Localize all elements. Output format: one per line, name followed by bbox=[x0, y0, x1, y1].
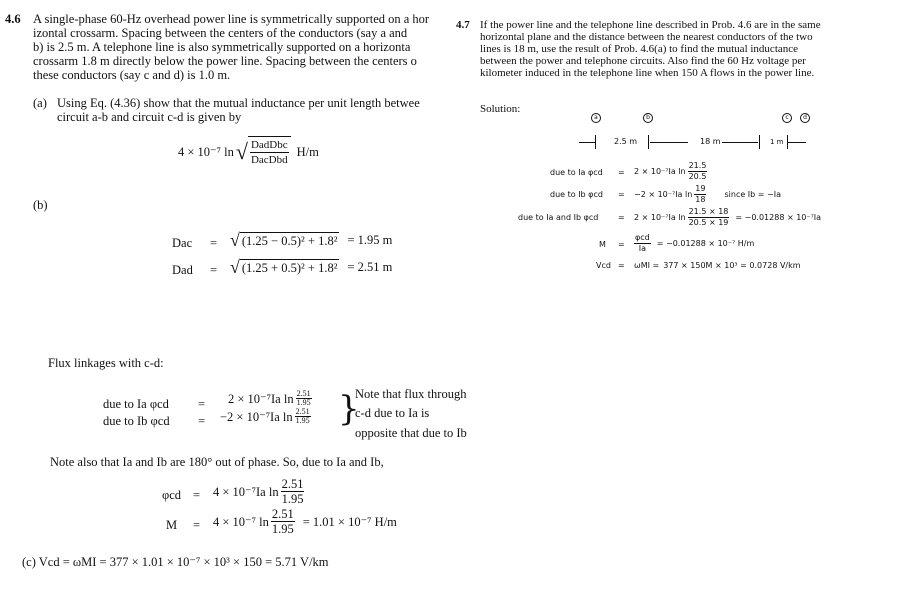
row1-numerator: 21.5 bbox=[688, 161, 707, 170]
equals-sign: = bbox=[618, 261, 625, 270]
m-label: M bbox=[166, 518, 178, 532]
radical-sign: √ bbox=[235, 138, 248, 164]
part-a-line: circuit a-b and circuit c-d is given by bbox=[57, 110, 242, 124]
part-a-line: Using Eq. (4.36) show that the mutual inductance per unit length betwee bbox=[57, 96, 420, 110]
equals-sign: = bbox=[193, 488, 201, 502]
problem-number: 4.6 bbox=[5, 12, 21, 26]
radical-sign: √ bbox=[230, 257, 240, 277]
due-b-expr: −2 × 10⁻⁷Ia ln bbox=[220, 409, 293, 424]
formula-numerator: DadDbc bbox=[250, 139, 288, 151]
sqrt bbox=[236, 136, 291, 167]
dimension-line bbox=[722, 142, 758, 143]
statement-line: If the power line and the telephone line described in Prob. 4.6 are in the same bbox=[480, 19, 821, 31]
phi-label: φcd bbox=[162, 488, 182, 502]
conductor-c-marker: c bbox=[782, 113, 792, 123]
equals-sign: = bbox=[193, 518, 201, 532]
statement-line: between the power and telephone circuits. Also find the 60 Hz voltage per bbox=[480, 55, 806, 67]
row3-numerator: 21.5 × 18 bbox=[688, 207, 729, 216]
mutual-inductance-formula bbox=[178, 136, 319, 167]
m-expression bbox=[213, 507, 397, 536]
dad-expression bbox=[230, 257, 392, 277]
note-line: Note that flux through bbox=[355, 387, 467, 401]
dim-ab-label: 2.5 m bbox=[614, 137, 638, 146]
row2-note: since Ib = −Ia bbox=[724, 189, 781, 199]
part-b-label: (b) bbox=[33, 198, 48, 212]
formula-unit: H/m bbox=[296, 144, 319, 159]
due-a-label: due to Ia φcd bbox=[103, 397, 169, 411]
dimension-line bbox=[650, 142, 688, 143]
conductor-b-marker: b bbox=[643, 113, 653, 123]
m-fraction bbox=[271, 507, 295, 536]
note-line: opposite that due to Ib bbox=[355, 426, 467, 440]
dad-result: = 2.51 m bbox=[347, 260, 393, 274]
formula-denominator: DacDbd bbox=[250, 154, 288, 166]
m-denominator: 1.95 bbox=[271, 522, 294, 536]
dac-result: = 1.95 m bbox=[347, 233, 393, 247]
part-c: (c) Vcd = ωMI = 377 × 1.01 × 10⁻⁷ × 10³ × 150 = 5.71 V/km bbox=[22, 555, 329, 569]
dimension-line bbox=[579, 142, 595, 143]
due-a-expr: 2 × 10⁻⁷Ia ln bbox=[228, 391, 294, 406]
flux-heading: Flux linkages with c-d: bbox=[48, 356, 164, 370]
equals-sign: = bbox=[618, 240, 625, 249]
radical-sign: √ bbox=[230, 230, 240, 250]
formula-fraction bbox=[250, 138, 289, 167]
row1-expr: 2 × 10⁻⁷Ia ln bbox=[634, 166, 686, 176]
dimension-line bbox=[788, 142, 806, 143]
phi-numerator: 2.51 bbox=[281, 477, 304, 491]
equals-sign: = bbox=[618, 168, 625, 177]
due-a-numerator: 2.51 bbox=[296, 389, 311, 398]
equals-sign: = bbox=[210, 263, 218, 277]
equals-sign: = bbox=[618, 190, 625, 199]
problem-number: 4.7 bbox=[456, 19, 470, 31]
conductor-a-marker: a bbox=[591, 113, 601, 123]
omega-m-i: ωMI = bbox=[634, 261, 660, 270]
dim-bc-label: 18 m bbox=[700, 137, 721, 146]
statement-line: lines is 18 m, use the result of Prob. 4.6(a) to find the mutual inductance bbox=[480, 43, 799, 55]
note-line: c-d due to Ia is bbox=[355, 406, 430, 420]
row1-denominator: 20.5 bbox=[688, 172, 707, 181]
statement-line: crossarm 1.8 m directly below the power line. Spacing between the centers o bbox=[33, 54, 417, 68]
statement-line: izontal crossarm. Spacing between the centers of the conductors (say a and bbox=[33, 26, 408, 40]
row3-label: due to Ia and Ib φcd bbox=[518, 213, 599, 222]
row4-label: M bbox=[599, 240, 606, 249]
row4-denominator: Ia bbox=[638, 244, 647, 253]
dac-expression bbox=[230, 230, 392, 250]
row4-expression bbox=[634, 233, 754, 254]
due-a-denominator: 1.95 bbox=[296, 398, 311, 407]
dimension-tick bbox=[648, 135, 649, 149]
row5-label: Vcd bbox=[596, 261, 611, 270]
statement-line: horizontal plane and the distance between the nearest conductors of the two bbox=[480, 31, 813, 43]
phi-expression bbox=[213, 477, 304, 506]
row3-result: = −0.01288 × 10⁻⁷Ia bbox=[735, 212, 822, 222]
due-b-denominator: 1.95 bbox=[295, 416, 310, 425]
solution-label: Solution: bbox=[480, 103, 521, 115]
equals-sign: = bbox=[198, 397, 206, 411]
part-a-label: (a) bbox=[33, 96, 47, 110]
due-b-numerator: 2.51 bbox=[295, 407, 310, 416]
conductor-d-marker: d bbox=[800, 113, 810, 123]
row4-numerator: φcd bbox=[635, 233, 650, 242]
m-result: = 1.01 × 10⁻⁷ H/m bbox=[302, 514, 397, 529]
statement-line: b) is 2.5 m. A telephone line is also symmetrically supported on a horizonta bbox=[33, 40, 411, 54]
right-brace: } bbox=[338, 389, 360, 429]
phi-fraction bbox=[281, 477, 305, 506]
phi-expr: 4 × 10⁻⁷Ia ln bbox=[213, 484, 279, 499]
statement-line: kilometer induced in the telephone line when 150 A flows in the power line. bbox=[480, 67, 815, 79]
row4-fraction bbox=[634, 233, 651, 254]
row3-expression bbox=[634, 207, 821, 228]
dim-cd-label: 1 m bbox=[770, 138, 784, 146]
row1-expression bbox=[634, 161, 707, 182]
dimension-tick bbox=[759, 135, 760, 149]
equals-sign: = bbox=[198, 414, 206, 428]
row3-denominator: 20.5 × 19 bbox=[688, 218, 729, 227]
dac-radicand: (1.25 − 0.5)² + 1.8² bbox=[241, 234, 338, 248]
row2-expression bbox=[634, 184, 781, 205]
m-numerator: 2.51 bbox=[271, 507, 294, 521]
row5-result: 377 × 150M × 10³ = 0.0728 V/km bbox=[663, 261, 801, 270]
dimension-tick bbox=[595, 135, 596, 149]
row2-label: due to Ib φcd bbox=[550, 190, 603, 199]
statement-line: these conductors (say c and d) is 1.0 m. bbox=[33, 68, 231, 82]
due-b-fraction bbox=[295, 408, 311, 425]
row3-expr: 2 × 10⁻⁷Ia ln bbox=[634, 212, 686, 222]
row4-result: = −0.01288 × 10⁻⁷ H/m bbox=[656, 238, 755, 248]
row2-fraction bbox=[694, 184, 706, 205]
row1-fraction bbox=[688, 161, 708, 182]
dad-radicand: (1.25 + 0.5)² + 1.8² bbox=[241, 261, 338, 275]
m-expr: 4 × 10⁻⁷ ln bbox=[213, 514, 269, 529]
note-also: Note also that Ia and Ib are 180° out of phase. So, due to Ia and Ib, bbox=[50, 455, 384, 469]
due-a-fraction bbox=[296, 390, 312, 407]
phi-denominator: 1.95 bbox=[281, 492, 304, 506]
equals-sign: = bbox=[618, 213, 625, 222]
radicand bbox=[248, 136, 291, 167]
row1-label: due to Ia φcd bbox=[550, 168, 603, 177]
due-a-expression bbox=[228, 390, 312, 407]
row3-fraction bbox=[688, 207, 730, 228]
row2-expr: −2 × 10⁻⁷Ia ln bbox=[634, 189, 693, 199]
row2-denominator: 18 bbox=[695, 195, 706, 204]
due-b-expression bbox=[220, 408, 311, 425]
statement-line: A single-phase 60-Hz overhead power line is symmetrically supported on a hor bbox=[33, 12, 430, 26]
row5-expression bbox=[634, 261, 801, 271]
equals-sign: = bbox=[210, 236, 218, 250]
due-b-label: due to Ib φcd bbox=[103, 414, 170, 428]
dad-label: Dad bbox=[172, 263, 193, 277]
dac-label: Dac bbox=[172, 236, 193, 250]
row2-numerator: 19 bbox=[695, 184, 706, 193]
formula-coefficient: 4 × 10⁻⁷ ln bbox=[178, 144, 234, 159]
